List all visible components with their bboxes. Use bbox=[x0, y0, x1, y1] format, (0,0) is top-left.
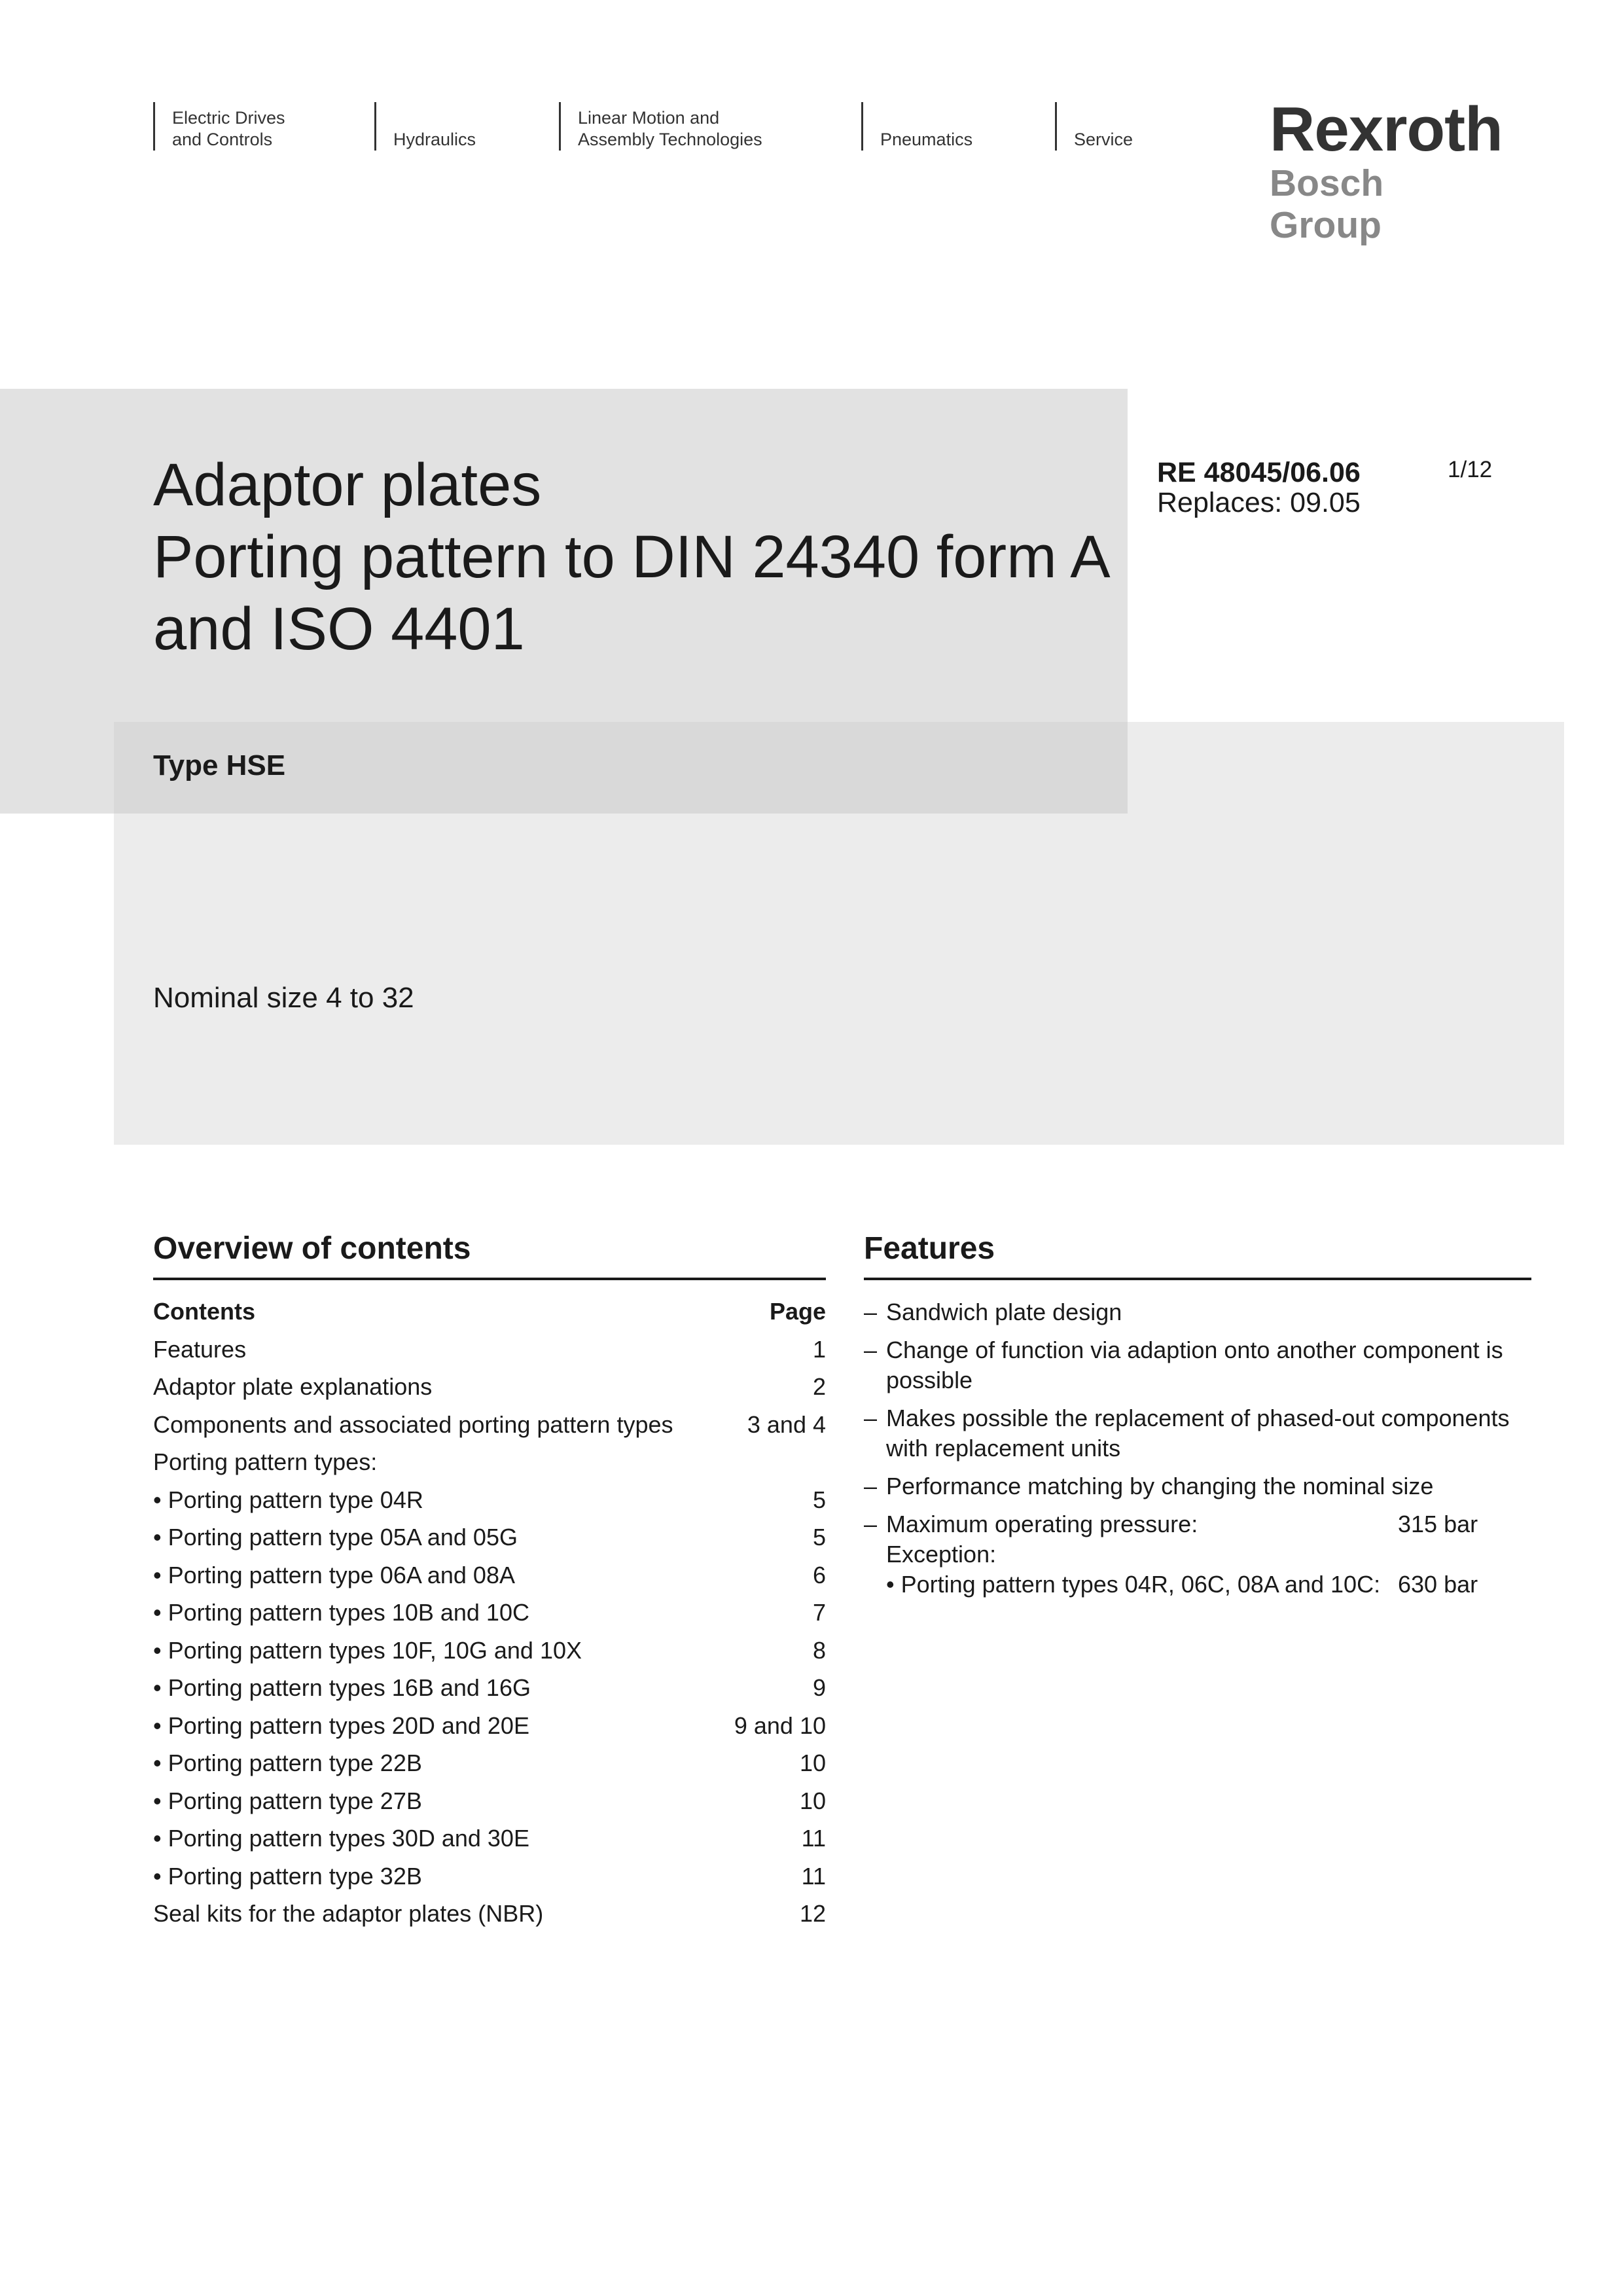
toc-row[interactable] bbox=[153, 1862, 826, 1900]
toc-label: Adaptor plate explanations bbox=[153, 1373, 433, 1400]
toc-page: 8 bbox=[812, 1636, 826, 1664]
division-line2: Pneumatics bbox=[880, 130, 973, 149]
toc-label: • Porting pattern type 22B bbox=[153, 1749, 422, 1776]
toc-row[interactable] bbox=[153, 1486, 826, 1524]
toc-row[interactable] bbox=[153, 1598, 826, 1636]
toc-row[interactable] bbox=[153, 1410, 826, 1448]
division-service[interactable] bbox=[1055, 102, 1133, 151]
toc-label: Seal kits for the adaptor plates (NBR) bbox=[153, 1900, 544, 1927]
title-line: Adaptor plates bbox=[153, 452, 542, 518]
type-label: Type HSE bbox=[153, 749, 286, 781]
toc-label: • Porting pattern types 10B and 10C bbox=[153, 1599, 529, 1626]
contents-table bbox=[153, 1297, 826, 1937]
exception-label: Exception: bbox=[886, 1541, 997, 1568]
division-hydraulics[interactable] bbox=[374, 102, 476, 151]
toc-page: 9 bbox=[812, 1674, 826, 1701]
dash-bullet: – bbox=[864, 1473, 878, 1499]
feature-item bbox=[864, 1297, 1531, 1327]
pressure-row bbox=[886, 1509, 1531, 1539]
dash-bullet: – bbox=[864, 1299, 878, 1325]
title-line: and ISO 4401 bbox=[153, 596, 525, 662]
feature-pressure bbox=[864, 1509, 1531, 1600]
division-line2: Service bbox=[1074, 130, 1133, 149]
toc-row[interactable] bbox=[153, 1561, 826, 1599]
toc-label: • Porting pattern type 04R bbox=[153, 1486, 423, 1513]
pressure-label: Maximum operating pressure: bbox=[886, 1511, 1198, 1537]
exception-text: • Porting pattern types 04R, 06C, 08A and 10C: bbox=[886, 1571, 1381, 1598]
toc-page: 10 bbox=[799, 1787, 826, 1814]
toc-page: 1 bbox=[812, 1335, 826, 1363]
feature-item bbox=[864, 1335, 1531, 1395]
division-line1: Electric Drives bbox=[172, 108, 285, 128]
toc-label: • Porting pattern types 20D and 20E bbox=[153, 1712, 529, 1739]
page-col-label: Page bbox=[769, 1298, 826, 1325]
feature-text: Performance matching by changing the nominal size bbox=[886, 1473, 1434, 1499]
toc-page: 11 bbox=[801, 1862, 826, 1890]
toc-page: 11 bbox=[801, 1825, 826, 1852]
toc-page: 3 and 4 bbox=[747, 1410, 826, 1438]
toc-label: Features bbox=[153, 1335, 247, 1363]
feature-text: Sandwich plate design bbox=[886, 1299, 1122, 1325]
toc-label: Porting pattern types: bbox=[153, 1448, 378, 1475]
toc-page: 10 bbox=[799, 1749, 826, 1776]
logo-brand: Rexroth bbox=[1270, 94, 1503, 164]
dash-bullet: – bbox=[864, 1336, 878, 1363]
feature-text: Makes possible the replacement of phased-out components bbox=[886, 1405, 1510, 1431]
page-number: 1/12 bbox=[1448, 457, 1493, 482]
features-list bbox=[864, 1297, 1531, 1607]
dash-bullet: – bbox=[864, 1405, 878, 1431]
feature-text: Change of function via adaption onto another component is bbox=[886, 1336, 1503, 1363]
replaces-note: Replaces: 09.05 bbox=[1157, 487, 1361, 518]
toc-page: 2 bbox=[812, 1373, 826, 1400]
features-heading: Features bbox=[864, 1230, 1531, 1280]
feature-text: possible bbox=[886, 1367, 973, 1393]
toc-label: • Porting pattern type 05A and 05G bbox=[153, 1524, 518, 1551]
pressure-value: 315 bar bbox=[1398, 1511, 1478, 1537]
toc-label: • Porting pattern types 16B and 16G bbox=[153, 1674, 531, 1701]
toc-label: • Porting pattern type 32B bbox=[153, 1862, 422, 1890]
toc-row[interactable] bbox=[153, 1712, 826, 1749]
toc-page: 9 and 10 bbox=[734, 1712, 826, 1739]
toc-page: 6 bbox=[812, 1561, 826, 1588]
toc-row[interactable] bbox=[153, 1824, 826, 1862]
division-line2: Assembly Technologies bbox=[578, 130, 762, 149]
rexroth-logo bbox=[1270, 94, 1505, 246]
division-line2: Hydraulics bbox=[393, 130, 476, 149]
toc-label: • Porting pattern types 10F, 10G and 10X bbox=[153, 1636, 582, 1664]
toc-row[interactable] bbox=[153, 1787, 826, 1825]
toc-label: • Porting pattern type 27B bbox=[153, 1787, 422, 1814]
division-electric-drives[interactable] bbox=[153, 102, 285, 151]
division-line2: and Controls bbox=[172, 130, 273, 149]
exception-row bbox=[886, 1570, 1531, 1600]
division-linear-motion[interactable] bbox=[559, 102, 762, 151]
toc-row[interactable] bbox=[153, 1674, 826, 1712]
nominal-size: Nominal size 4 to 32 bbox=[153, 982, 414, 1014]
toc-row[interactable] bbox=[153, 1335, 826, 1373]
toc-row[interactable] bbox=[153, 1636, 826, 1674]
contents-col-label: Contents bbox=[153, 1298, 255, 1325]
dash-bullet: – bbox=[864, 1511, 878, 1537]
toc-page: 12 bbox=[799, 1900, 826, 1927]
division-line1: Linear Motion and bbox=[578, 108, 720, 128]
toc-label: • Porting pattern type 06A and 08A bbox=[153, 1561, 515, 1588]
feature-item bbox=[864, 1471, 1531, 1501]
feature-item bbox=[864, 1403, 1531, 1463]
toc-page: 5 bbox=[812, 1524, 826, 1551]
overview-heading: Overview of contents bbox=[153, 1230, 826, 1280]
title-line: Porting pattern to DIN 24340 form A bbox=[153, 524, 1111, 590]
exception-value: 630 bar bbox=[1398, 1571, 1478, 1598]
toc-row[interactable] bbox=[153, 1749, 826, 1787]
division-pneumatics[interactable] bbox=[861, 102, 972, 151]
document-number: RE 48045/06.06 bbox=[1157, 457, 1361, 488]
feature-text: with replacement units bbox=[886, 1435, 1121, 1462]
toc-page: 5 bbox=[812, 1486, 826, 1513]
toc-label: Components and associated porting pattern types bbox=[153, 1410, 673, 1438]
toc-row bbox=[153, 1448, 826, 1486]
toc-label: • Porting pattern types 30D and 30E bbox=[153, 1825, 529, 1852]
toc-row[interactable] bbox=[153, 1899, 826, 1937]
contents-header-row bbox=[153, 1297, 826, 1335]
document-title bbox=[153, 449, 1135, 665]
toc-page: 7 bbox=[812, 1599, 826, 1626]
toc-row[interactable] bbox=[153, 1372, 826, 1410]
toc-row[interactable] bbox=[153, 1523, 826, 1561]
logo-group: Bosch Group bbox=[1270, 162, 1384, 246]
